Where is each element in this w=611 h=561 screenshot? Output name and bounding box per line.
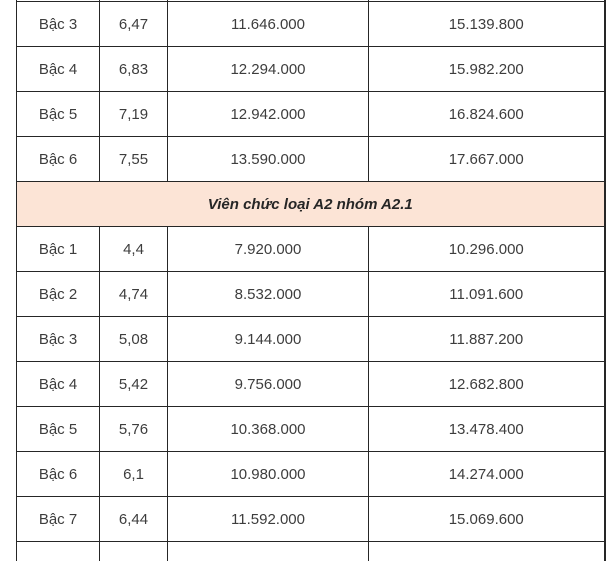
table-row: [17, 137, 605, 182]
cell-salary-total: 15.069.600: [369, 497, 605, 542]
table-row: [17, 497, 605, 542]
cell-level: Bậc 4: [17, 47, 100, 92]
table-row: [17, 2, 605, 47]
cell-level: Bậc 6: [17, 452, 100, 497]
cell-salary-base: 9.144.000: [168, 317, 369, 362]
cell-level: Bậc 3: [17, 2, 100, 47]
cell-salary-total: 17.667.000: [369, 137, 605, 182]
salary-table-body: [17, 0, 605, 561]
cell-salary-base: 12.942.000: [168, 92, 369, 137]
table-row: [17, 92, 605, 137]
salary-table: [16, 0, 606, 561]
cell-salary-base: 11.592.000: [168, 497, 369, 542]
table-cell: [168, 542, 369, 561]
table-row: [17, 407, 605, 452]
cell-salary-base: 9.756.000: [168, 362, 369, 407]
cell-salary-base: 11.646.000: [168, 2, 369, 47]
cell-salary-total: 15.139.800: [369, 2, 605, 47]
cell-salary-total: 14.274.000: [369, 452, 605, 497]
cell-coefficient: 6,44: [100, 497, 168, 542]
table-row: [17, 452, 605, 497]
cell-salary-base: 13.590.000: [168, 137, 369, 182]
cell-coefficient: 7,19: [100, 92, 168, 137]
cell-coefficient: 5,08: [100, 317, 168, 362]
cell-level: Bậc 5: [17, 92, 100, 137]
clipped-row-bottom: [17, 542, 605, 561]
cell-coefficient: 7,55: [100, 137, 168, 182]
cell-salary-total: 11.887.200: [369, 317, 605, 362]
cell-salary-total: 10.296.000: [369, 227, 605, 272]
section-header-label: Viên chức loại A2 nhóm A2.1: [17, 182, 605, 227]
cell-level: Bậc 4: [17, 362, 100, 407]
table-cell: [369, 542, 605, 561]
table-cell: [17, 542, 100, 561]
table-row: [17, 272, 605, 317]
table-row: [17, 362, 605, 407]
cell-coefficient: 6,1: [100, 452, 168, 497]
cell-level: Bậc 7: [17, 497, 100, 542]
cell-salary-total: 16.824.600: [369, 92, 605, 137]
cell-level: Bậc 5: [17, 407, 100, 452]
table-cell: [100, 542, 168, 561]
cell-salary-total: 13.478.400: [369, 407, 605, 452]
cell-salary-base: 10.368.000: [168, 407, 369, 452]
table-row: [17, 47, 605, 92]
section-header-row: [17, 182, 605, 227]
table-row: [17, 317, 605, 362]
cell-salary-base: 12.294.000: [168, 47, 369, 92]
cell-coefficient: 5,76: [100, 407, 168, 452]
cell-level: Bậc 3: [17, 317, 100, 362]
cell-level: Bậc 6: [17, 137, 100, 182]
cell-salary-total: 11.091.600: [369, 272, 605, 317]
cell-level: Bậc 1: [17, 227, 100, 272]
cell-level: Bậc 2: [17, 272, 100, 317]
cell-salary-base: 8.532.000: [168, 272, 369, 317]
cell-salary-total: 12.682.800: [369, 362, 605, 407]
cell-salary-base: 10.980.000: [168, 452, 369, 497]
cell-salary-total: 15.982.200: [369, 47, 605, 92]
cell-coefficient: 5,42: [100, 362, 168, 407]
cell-salary-base: 7.920.000: [168, 227, 369, 272]
cell-coefficient: 4,74: [100, 272, 168, 317]
cell-coefficient: 6,47: [100, 2, 168, 47]
cell-coefficient: 6,83: [100, 47, 168, 92]
table-row: [17, 227, 605, 272]
cell-coefficient: 4,4: [100, 227, 168, 272]
